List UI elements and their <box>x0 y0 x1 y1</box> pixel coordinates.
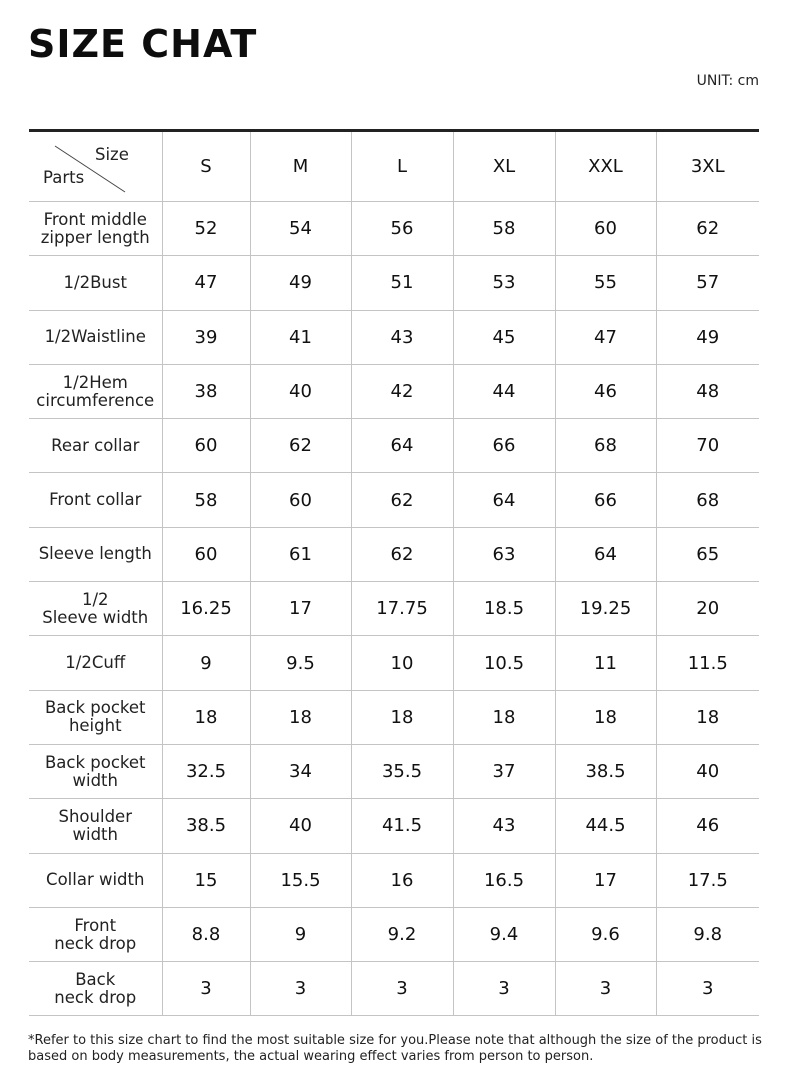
value-cell: 10.5 <box>453 636 555 690</box>
table-row <box>29 636 759 690</box>
value-cell: 68 <box>656 473 759 527</box>
value-cell: 62 <box>656 202 759 256</box>
value-cell: 11 <box>555 636 656 690</box>
value-cell: 62 <box>351 473 453 527</box>
size-chart-table <box>29 129 759 1016</box>
table-row <box>29 364 759 418</box>
value-cell: 40 <box>656 744 759 798</box>
value-cell: 16 <box>351 853 453 907</box>
table-row <box>29 690 759 744</box>
value-cell: 9 <box>250 907 351 961</box>
value-cell: 44.5 <box>555 799 656 853</box>
page-title: SIZE CHAT <box>28 22 258 66</box>
value-cell: 70 <box>656 419 759 473</box>
unit-label: UNIT: cm <box>696 73 759 89</box>
value-cell: 57 <box>656 256 759 310</box>
value-cell: 64 <box>555 527 656 581</box>
value-cell: 42 <box>351 364 453 418</box>
table-row <box>29 962 759 1016</box>
value-cell: 60 <box>555 202 656 256</box>
value-cell: 40 <box>250 364 351 418</box>
part-label: Collar width <box>29 853 162 907</box>
value-cell: 47 <box>162 256 250 310</box>
value-cell: 18 <box>555 690 656 744</box>
value-cell: 16.25 <box>162 582 250 636</box>
size-header: S <box>162 131 250 202</box>
diagonal-divider <box>29 132 162 201</box>
table-row <box>29 527 759 581</box>
value-cell: 66 <box>555 473 656 527</box>
header-row <box>29 131 759 202</box>
part-label: Front neck drop <box>29 907 162 961</box>
table-row <box>29 582 759 636</box>
value-cell: 3 <box>656 962 759 1016</box>
part-label: Back neck drop <box>29 962 162 1016</box>
value-cell: 15.5 <box>250 853 351 907</box>
value-cell: 52 <box>162 202 250 256</box>
size-header: L <box>351 131 453 202</box>
value-cell: 3 <box>555 962 656 1016</box>
value-cell: 56 <box>351 202 453 256</box>
value-cell: 17.5 <box>656 853 759 907</box>
value-cell: 49 <box>250 256 351 310</box>
value-cell: 18 <box>250 690 351 744</box>
value-cell: 47 <box>555 310 656 364</box>
value-cell: 18 <box>656 690 759 744</box>
value-cell: 3 <box>250 962 351 1016</box>
part-label: 1/2 Sleeve width <box>29 582 162 636</box>
part-label: 1/2Bust <box>29 256 162 310</box>
value-cell: 8.8 <box>162 907 250 961</box>
size-header: XXL <box>555 131 656 202</box>
corner-cell <box>29 131 162 202</box>
value-cell: 18 <box>162 690 250 744</box>
value-cell: 9.5 <box>250 636 351 690</box>
part-label: Front middle zipper length <box>29 202 162 256</box>
part-label: 1/2Waistline <box>29 310 162 364</box>
value-cell: 58 <box>162 473 250 527</box>
value-cell: 17.75 <box>351 582 453 636</box>
table-row <box>29 853 759 907</box>
value-cell: 38.5 <box>162 799 250 853</box>
value-cell: 16.5 <box>453 853 555 907</box>
value-cell: 60 <box>162 527 250 581</box>
corner-size-label: Size <box>95 145 129 164</box>
value-cell: 9.2 <box>351 907 453 961</box>
value-cell: 9.6 <box>555 907 656 961</box>
part-label: Shoulder width <box>29 799 162 853</box>
table-row <box>29 473 759 527</box>
value-cell: 62 <box>351 527 453 581</box>
value-cell: 10 <box>351 636 453 690</box>
value-cell: 53 <box>453 256 555 310</box>
value-cell: 9.8 <box>656 907 759 961</box>
value-cell: 15 <box>162 853 250 907</box>
value-cell: 17 <box>555 853 656 907</box>
table-row <box>29 419 759 473</box>
value-cell: 49 <box>656 310 759 364</box>
value-cell: 9 <box>162 636 250 690</box>
value-cell: 20 <box>656 582 759 636</box>
value-cell: 43 <box>351 310 453 364</box>
table-row <box>29 310 759 364</box>
value-cell: 32.5 <box>162 744 250 798</box>
part-label: Back pocket height <box>29 690 162 744</box>
table-row <box>29 799 759 853</box>
value-cell: 48 <box>656 364 759 418</box>
value-cell: 38 <box>162 364 250 418</box>
value-cell: 9.4 <box>453 907 555 961</box>
value-cell: 17 <box>250 582 351 636</box>
table-row <box>29 744 759 798</box>
value-cell: 3 <box>351 962 453 1016</box>
size-header: M <box>250 131 351 202</box>
value-cell: 3 <box>162 962 250 1016</box>
value-cell: 54 <box>250 202 351 256</box>
value-cell: 3 <box>453 962 555 1016</box>
value-cell: 46 <box>555 364 656 418</box>
value-cell: 61 <box>250 527 351 581</box>
corner-parts-label: Parts <box>43 168 85 187</box>
value-cell: 66 <box>453 419 555 473</box>
value-cell: 41.5 <box>351 799 453 853</box>
value-cell: 68 <box>555 419 656 473</box>
value-cell: 65 <box>656 527 759 581</box>
table-row <box>29 907 759 961</box>
value-cell: 45 <box>453 310 555 364</box>
value-cell: 41 <box>250 310 351 364</box>
value-cell: 19.25 <box>555 582 656 636</box>
size-header: XL <box>453 131 555 202</box>
value-cell: 37 <box>453 744 555 798</box>
value-cell: 34 <box>250 744 351 798</box>
part-label: Front collar <box>29 473 162 527</box>
value-cell: 46 <box>656 799 759 853</box>
value-cell: 64 <box>453 473 555 527</box>
value-cell: 64 <box>351 419 453 473</box>
table-row <box>29 256 759 310</box>
value-cell: 38.5 <box>555 744 656 798</box>
part-label: 1/2Cuff <box>29 636 162 690</box>
value-cell: 11.5 <box>656 636 759 690</box>
value-cell: 60 <box>162 419 250 473</box>
value-cell: 35.5 <box>351 744 453 798</box>
value-cell: 18 <box>351 690 453 744</box>
value-cell: 18 <box>453 690 555 744</box>
value-cell: 62 <box>250 419 351 473</box>
value-cell: 58 <box>453 202 555 256</box>
part-label: Rear collar <box>29 419 162 473</box>
value-cell: 51 <box>351 256 453 310</box>
part-label: Back pocket width <box>29 744 162 798</box>
value-cell: 55 <box>555 256 656 310</box>
part-label: Sleeve length <box>29 527 162 581</box>
value-cell: 18.5 <box>453 582 555 636</box>
value-cell: 63 <box>453 527 555 581</box>
value-cell: 60 <box>250 473 351 527</box>
value-cell: 44 <box>453 364 555 418</box>
part-label: 1/2Hem circumference <box>29 364 162 418</box>
value-cell: 40 <box>250 799 351 853</box>
size-header: 3XL <box>656 131 759 202</box>
value-cell: 43 <box>453 799 555 853</box>
value-cell: 39 <box>162 310 250 364</box>
disclaimer-note: *Refer to this size chart to find the most suitable size for you.Please note that although the size of the product is based on body measurements, the actual wearing effect varies from person to person. <box>28 1033 762 1064</box>
table-row <box>29 202 759 256</box>
